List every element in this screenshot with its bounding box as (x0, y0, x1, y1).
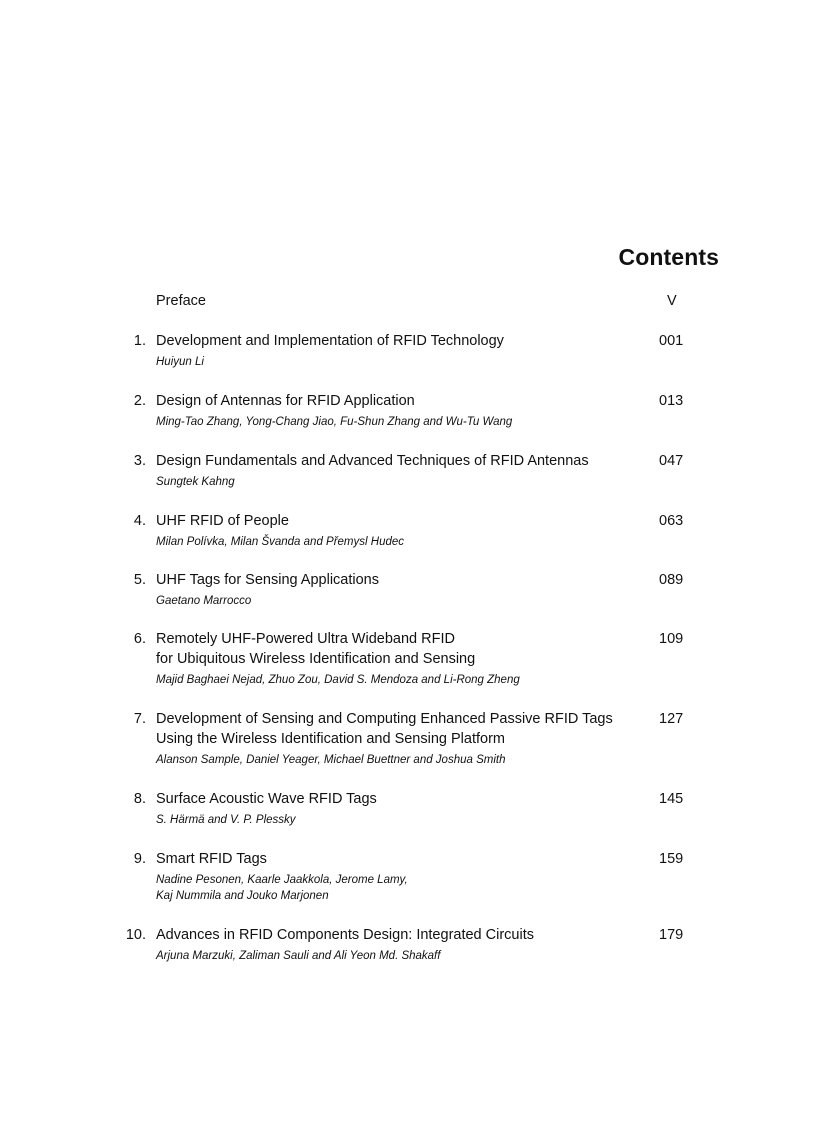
entry-title-block (156, 629, 646, 688)
entry-title: Remotely UHF-Powered Ultra Wideband RFID (156, 631, 455, 647)
entry-title-block (156, 451, 646, 490)
entry-number: 8. (133, 791, 146, 807)
entry-title-block (156, 789, 646, 828)
entry-title-block (156, 570, 646, 609)
entry-page-number: 089 (659, 572, 684, 588)
entry-authors: Ming-Tao Zhang, Yong-Chang Jiao, Fu-Shun Zhang and Wu-Tu Wang (156, 416, 513, 428)
entry-title: Development and Implementation of RFID Technology (156, 333, 504, 349)
entry-authors: Huiyun Li (156, 356, 204, 368)
entry-page-number: 145 (659, 791, 684, 807)
entry-number: 5. (133, 572, 146, 588)
entry-title-block (156, 709, 646, 768)
entry-number: 2. (133, 393, 146, 409)
entry-number: 6. (133, 631, 146, 647)
entry-number: 7. (133, 711, 146, 727)
entry-authors: Majid Baghaei Nejad, Zhuo Zou, David S. Mendoza and Li-Rong Zheng (156, 674, 520, 686)
entry-authors: Alanson Sample, Daniel Yeager, Michael Buettner and Joshua Smith (156, 754, 506, 766)
entry-authors: Milan Polívka, Milan Švanda and Přemysl Hudec (156, 536, 405, 548)
entry-title-block (156, 391, 646, 430)
entry-number: 10. (125, 927, 146, 943)
entry-title-block (156, 331, 646, 370)
entry-title-continued: Using the Wireless Identification and Sensing Platform (156, 731, 505, 747)
entry-title: Design of Antennas for RFID Application (156, 393, 415, 409)
entry-title: Design Fundamentals and Advanced Techniques of RFID Antennas (156, 453, 589, 469)
entry-page-number: 047 (659, 453, 684, 469)
entry-number: 4. (133, 513, 146, 529)
entry-number: 1. (133, 333, 146, 349)
entry-number: 3. (133, 453, 146, 469)
entry-title-continued: for Ubiquitous Wireless Identification and Sensing (156, 651, 476, 667)
entry-authors: Nadine Pesonen, Kaarle Jaakkola, Jerome Lamy, (156, 874, 408, 886)
entry-authors-continued: Kaj Nummila and Jouko Marjonen (156, 890, 329, 902)
entry-title: Smart RFID Tags (156, 851, 267, 867)
entry-page-number: 179 (659, 927, 684, 943)
entry-page-number: 127 (659, 711, 684, 727)
entry-title: Surface Acoustic Wave RFID Tags (156, 791, 377, 807)
page-title: Contents (618, 244, 719, 270)
entry-title-block (156, 925, 646, 964)
entry-title: UHF RFID of People (156, 513, 289, 529)
entry-number: 9. (133, 851, 146, 867)
entry-authors: S. Härmä and V. P. Plessky (156, 814, 296, 826)
entry-title: Preface (156, 293, 206, 309)
entry-authors: Sungtek Kahng (156, 476, 235, 488)
entry-page-number: 159 (659, 851, 684, 867)
entry-page-number: V (667, 293, 677, 309)
entry-title-block (156, 291, 646, 311)
entry-title-block (156, 849, 646, 904)
entry-page-number: 063 (659, 513, 684, 529)
entry-page-number: 109 (659, 631, 684, 647)
entry-title: UHF Tags for Sensing Applications (156, 572, 379, 588)
entry-authors: Gaetano Marrocco (156, 595, 252, 607)
entry-page-number: 001 (659, 333, 684, 349)
entry-title: Development of Sensing and Computing Enhanced Passive RFID Tags (156, 711, 613, 727)
entry-title-block (156, 511, 646, 550)
entry-authors: Arjuna Marzuki, Zaliman Sauli and Ali Yeon Md. Shakaff (156, 950, 441, 962)
entry-title: Advances in RFID Components Design: Integrated Circuits (156, 927, 534, 943)
entry-page-number: 013 (659, 393, 684, 409)
